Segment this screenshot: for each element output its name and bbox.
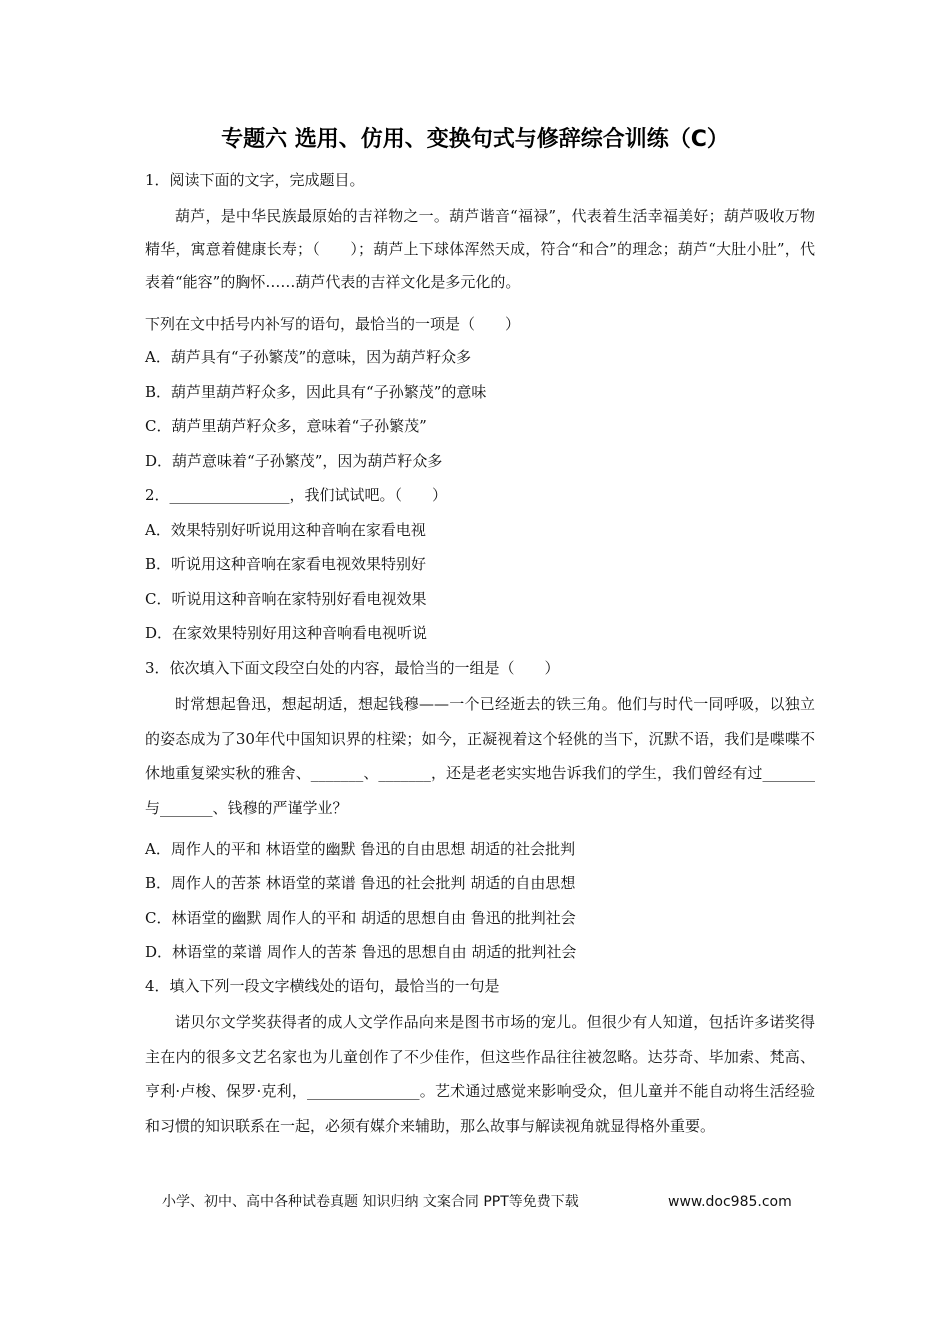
q1-question: 下列在文中括号内补写的语句，最恰当的一项是（ ） bbox=[145, 315, 521, 333]
q3-option-b: B．周作人的苦茶 林语堂的菜谱 鲁迅的社会批判 胡适的自由思想 bbox=[145, 874, 576, 892]
footer-slogan: 小学、初中、高中各种试卷真题 知识归纳 文案合同 PPT等免费下载 bbox=[162, 1194, 579, 1210]
footer-website-link[interactable]: www.doc985.com bbox=[668, 1194, 792, 1210]
q1-passage: 葫芦，是中华民族最原始的吉祥物之一。葫芦谐音“福禄”，代表着生活幸福美好；葫芦吸收万物精华，寓意着健康长寿；（ ）；葫芦上下球体浑然天成，符合“和合”的理念；葫芦“大肚小肚”，代表着“能容”的胸怀……葫芦代表的吉祥文化是多元化的。 bbox=[145, 207, 815, 291]
q2-option-b: B．听说用这种音响在家看电视效果特别好 bbox=[145, 555, 427, 573]
q1-option-b: B．葫芦里葫芦籽众多，因此具有“子孙繁茂”的意味 bbox=[145, 383, 487, 401]
q4-passage: 诺贝尔文学奖获得者的成人文学作品向来是图书市场的宠儿。但很少有人知道，包括许多诺奖得主在内的很多文艺名家也为儿童创作了不少佳作，但这些作品往往被忽略。达芬奇、毕加索、梵高、亨利·卢梭、保罗·克利，_______________。艺术通过感觉来影响受众，但儿童并不能自动将生活经验和习惯的知识联系在一起，必须有媒介来辅助，那么故事与解读视角就显得格外重要。 bbox=[145, 1013, 815, 1135]
q3-stem: 3．依次填入下面文段空白处的内容，最恰当的一组是（ ） bbox=[145, 659, 560, 677]
q2-stem: 2．________________，我们试试吧。（ ） bbox=[145, 486, 448, 504]
q1-option-a: A．葫芦具有“子孙繁茂”的意味，因为葫芦籽众多 bbox=[145, 348, 472, 366]
q1-option-d: D．葫芦意味着“子孙繁茂”，因为葫芦籽众多 bbox=[145, 452, 443, 470]
q2-option-a: A．效果特别好听说用这种音响在家看电视 bbox=[145, 521, 426, 539]
page-title: 专题六 选用、仿用、变换句式与修辞综合训练（C） bbox=[221, 127, 729, 152]
q2-option-c: C．听说用这种音响在家特别好看电视效果 bbox=[145, 590, 427, 608]
q2-option-d: D．在家效果特别好用这种音响看电视听说 bbox=[145, 624, 428, 642]
q4-stem: 4．填入下列一段文字横线处的语句，最恰当的一句是 bbox=[145, 977, 500, 995]
q1-stem: 1．阅读下面的文字，完成题目。 bbox=[145, 171, 365, 189]
q3-option-a: A．周作人的平和 林语堂的幽默 鲁迅的自由思想 胡适的社会批判 bbox=[145, 840, 576, 858]
q3-option-c: C．林语堂的幽默 周作人的平和 胡适的思想自由 鲁迅的批判社会 bbox=[145, 909, 576, 927]
q3-option-d: D．林语堂的菜谱 周作人的苦茶 鲁迅的思想自由 胡适的批判社会 bbox=[145, 943, 577, 961]
q1-option-c: C．葫芦里葫芦籽众多，意味着“子孙繁茂” bbox=[145, 417, 427, 435]
q3-passage: 时常想起鲁迅，想起胡适，想起钱穆——一个已经逝去的铁三角。他们与时代一同呼吸，以独立的姿态成为了30年代中国知识界的柱梁；如今，正凝视着这个轻佻的当下，沉默不语，我们是喋喋不休地重复梁实秋的雅舍、_______、_______，还是老老实实地告诉我们的学生，我们曾经有过_______与_______、钱穆的严谨学业？ bbox=[145, 695, 815, 817]
